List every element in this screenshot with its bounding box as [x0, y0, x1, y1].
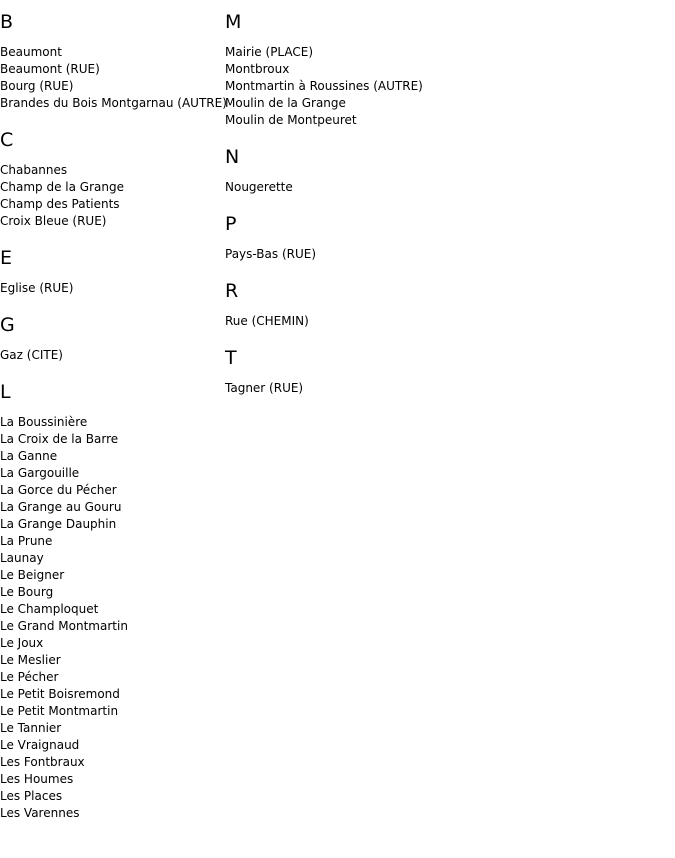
- letter-heading: M: [225, 11, 242, 33]
- letter-heading: E: [0, 247, 13, 269]
- street-link[interactable]: Brandes du Bois Montgarnau (AUTRE): [0, 96, 227, 110]
- street-link[interactable]: La Boussinière: [0, 415, 88, 429]
- list-item: [0, 686, 225, 703]
- street-link[interactable]: Les Fontbraux: [0, 755, 85, 769]
- list-item: [225, 380, 485, 397]
- list-item: [225, 95, 485, 112]
- letter-heading: T: [225, 347, 237, 369]
- list-item: [0, 584, 225, 601]
- street-link[interactable]: Pays-Bas (RUE): [225, 247, 317, 261]
- list-item: [0, 805, 225, 822]
- list-item: [0, 431, 225, 448]
- letter-group-n: [225, 135, 485, 202]
- street-link[interactable]: Le Joux: [0, 636, 44, 650]
- letter-group-r: [225, 269, 485, 336]
- street-link[interactable]: Montbroux: [225, 62, 290, 76]
- street-list: [0, 152, 225, 236]
- street-link[interactable]: Montmartin à Roussines (AUTRE): [225, 79, 423, 93]
- letter-heading: P: [225, 213, 237, 235]
- street-link[interactable]: Beaumont (RUE): [0, 62, 100, 76]
- list-item: [0, 703, 225, 720]
- street-link[interactable]: Le Pécher: [0, 670, 59, 684]
- list-item: [0, 61, 225, 78]
- list-item: [0, 754, 225, 771]
- list-item: [0, 550, 225, 567]
- list-item: [0, 196, 225, 213]
- street-link[interactable]: La Gorce du Pécher: [0, 483, 117, 497]
- street-list: [0, 404, 225, 828]
- street-link[interactable]: Le Bourg: [0, 585, 54, 599]
- list-item: [225, 61, 485, 78]
- list-item: [0, 44, 225, 61]
- street-link[interactable]: Le Petit Boisremond: [0, 687, 120, 701]
- street-link[interactable]: Les Houmes: [0, 772, 74, 786]
- street-link[interactable]: Bourg (RUE): [0, 79, 74, 93]
- list-item: [0, 788, 225, 805]
- street-link[interactable]: Beaumont: [0, 45, 62, 59]
- street-link[interactable]: Le Petit Montmartin: [0, 704, 119, 718]
- street-link[interactable]: La Grange Dauphin: [0, 517, 117, 531]
- letter-group-l: [0, 370, 225, 828]
- street-list: [0, 270, 225, 303]
- street-list: [225, 370, 485, 403]
- letter-group-m: [225, 0, 485, 135]
- street-link[interactable]: Gaz (CITE): [0, 348, 63, 362]
- street-list: [225, 34, 485, 135]
- street-link[interactable]: Les Varennes: [0, 806, 80, 820]
- letter-group-e: [0, 236, 225, 303]
- list-item: [0, 465, 225, 482]
- list-item: [0, 95, 225, 112]
- letter-group-b: [0, 0, 225, 118]
- street-link[interactable]: Mairie (PLACE): [225, 45, 314, 59]
- street-index-column-right: [225, 0, 485, 403]
- list-item: [0, 516, 225, 533]
- street-link[interactable]: Le Beigner: [0, 568, 65, 582]
- list-item: [0, 179, 225, 196]
- street-list: [0, 34, 225, 118]
- street-list: [225, 303, 485, 336]
- list-item: [0, 213, 225, 230]
- street-link[interactable]: Nougerette: [225, 180, 293, 194]
- list-item: [0, 499, 225, 516]
- list-item: [225, 179, 485, 196]
- street-link[interactable]: Le Vraignaud: [0, 738, 80, 752]
- street-list: [0, 337, 225, 370]
- list-item: [0, 601, 225, 618]
- street-link[interactable]: La Croix de la Barre: [0, 432, 119, 446]
- street-link[interactable]: Le Tannier: [0, 721, 62, 735]
- list-item: [0, 162, 225, 179]
- list-item: [0, 737, 225, 754]
- letter-group-c: [0, 118, 225, 236]
- list-item: [225, 44, 485, 61]
- list-item: [225, 112, 485, 129]
- street-link[interactable]: Eglise (RUE): [0, 281, 74, 295]
- list-item: [0, 347, 225, 364]
- letter-group-g: [0, 303, 225, 370]
- street-link[interactable]: La Grange au Gouru: [0, 500, 122, 514]
- street-link[interactable]: Croix Bleue (RUE): [0, 214, 107, 228]
- letter-heading: R: [225, 280, 239, 302]
- list-item: [0, 567, 225, 584]
- letter-group-p: [225, 202, 485, 269]
- street-link[interactable]: La Prune: [0, 534, 53, 548]
- list-item: [0, 280, 225, 297]
- street-link[interactable]: Le Champloquet: [0, 602, 99, 616]
- street-link[interactable]: Tagner (RUE): [225, 381, 304, 395]
- street-link[interactable]: Champ des Patients: [0, 197, 120, 211]
- street-list: [225, 169, 485, 202]
- street-list: [225, 236, 485, 269]
- list-item: [0, 720, 225, 737]
- list-item: [0, 448, 225, 465]
- list-item: [0, 618, 225, 635]
- street-link[interactable]: Les Places: [0, 789, 63, 803]
- list-item: [225, 78, 485, 95]
- street-link[interactable]: La Gargouille: [0, 466, 80, 480]
- street-link[interactable]: Chabannes: [0, 163, 68, 177]
- list-item: [225, 246, 485, 263]
- letter-heading: G: [0, 314, 15, 336]
- list-item: [0, 652, 225, 669]
- list-item: [0, 635, 225, 652]
- list-item: [225, 313, 485, 330]
- list-item: [0, 414, 225, 431]
- list-item: [0, 533, 225, 550]
- letter-heading: N: [225, 146, 240, 168]
- letter-heading: C: [0, 129, 14, 151]
- letter-heading: B: [0, 11, 14, 33]
- street-link[interactable]: Le Meslier: [0, 653, 61, 667]
- street-link[interactable]: Rue (CHEMIN): [225, 314, 309, 328]
- street-link[interactable]: Moulin de Montpeuret: [225, 113, 357, 127]
- street-link[interactable]: Moulin de la Grange: [225, 96, 346, 110]
- street-link[interactable]: Launay: [0, 551, 44, 565]
- street-link[interactable]: La Ganne: [0, 449, 58, 463]
- list-item: [0, 78, 225, 95]
- street-link[interactable]: Champ de la Grange: [0, 180, 124, 194]
- street-link[interactable]: Le Grand Montmartin: [0, 619, 128, 633]
- list-item: [0, 482, 225, 499]
- street-index-column-left: [0, 0, 225, 828]
- list-item: [0, 669, 225, 686]
- letter-heading: L: [0, 381, 11, 403]
- letter-group-t: [225, 336, 485, 403]
- list-item: [0, 771, 225, 788]
